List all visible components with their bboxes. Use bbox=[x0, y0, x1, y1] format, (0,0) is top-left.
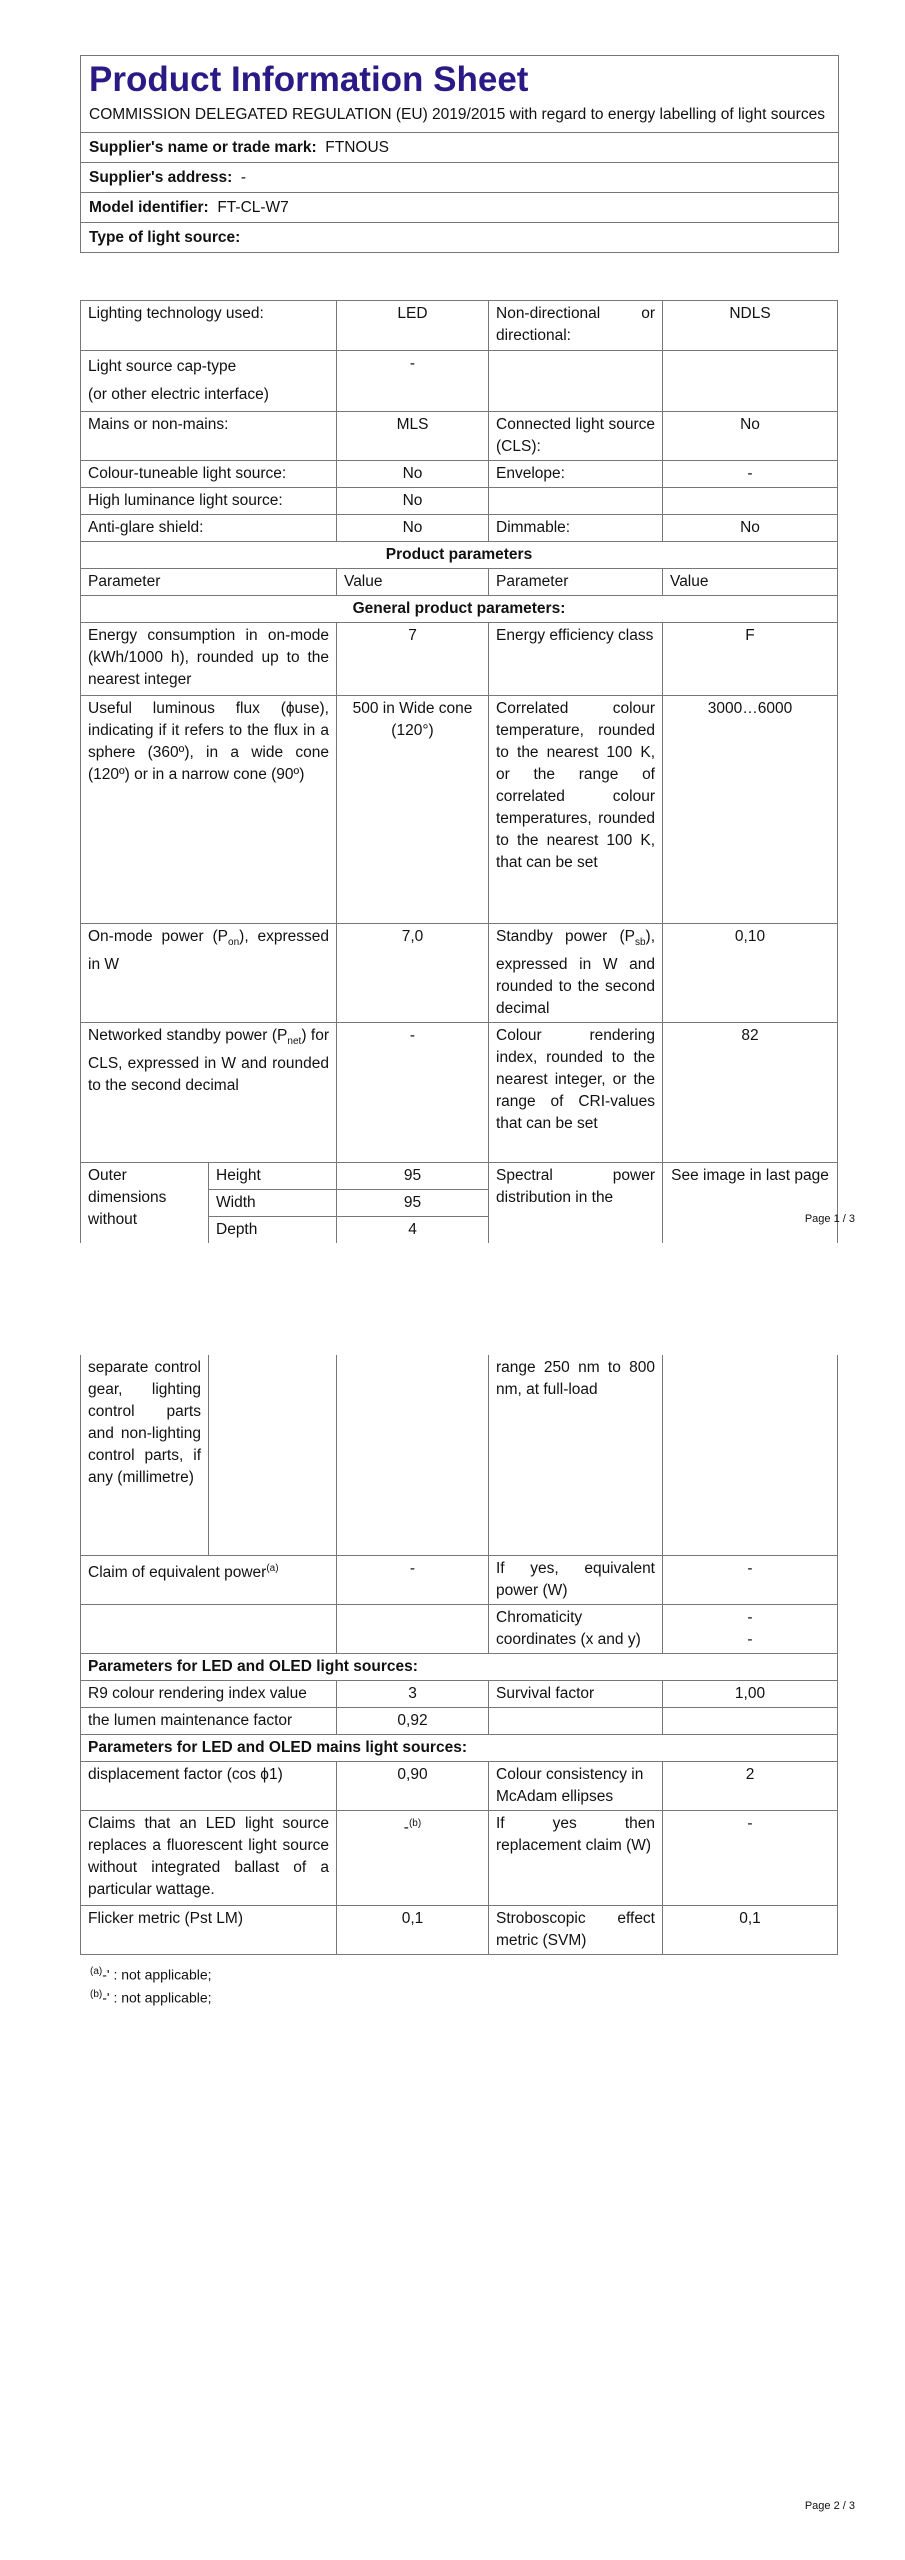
table-row bbox=[81, 461, 838, 488]
dimmable-value: No bbox=[663, 515, 838, 542]
directional-label: Non-directional or directional: bbox=[489, 301, 663, 351]
r9-label: R9 colour rendering index value bbox=[81, 1680, 337, 1707]
tech-value: LED bbox=[337, 301, 489, 351]
col-header-value: Value bbox=[337, 569, 489, 596]
colour-consistency-value: 2 bbox=[663, 1761, 838, 1810]
col-header-parameter: Parameter bbox=[489, 569, 663, 596]
envelope-value: - bbox=[663, 461, 838, 488]
r9-value: 3 bbox=[337, 1680, 489, 1707]
cls-label: Connected light source (CLS): bbox=[489, 412, 663, 461]
directional-value: NDLS bbox=[663, 301, 838, 351]
on-mode-power-label bbox=[81, 924, 337, 1023]
flicker-metric-value: 0,1 bbox=[337, 1905, 489, 1954]
envelope-label: Envelope: bbox=[489, 461, 663, 488]
spd-label: Spectral power distribution in the bbox=[489, 1163, 663, 1244]
networked-standby-text: ) for CLS, expressed in W and rounded to the second decimal bbox=[88, 1027, 329, 1095]
page-title: Product Information Sheet bbox=[89, 60, 529, 99]
fluorescent-claim-label: Claims that an LED light source replaces a fluorescent light source without integrated ballast of a particular wattage. bbox=[81, 1810, 337, 1905]
table-row bbox=[81, 1680, 838, 1707]
equivalent-power-yes-label: If yes, equivalent power (W) bbox=[489, 1555, 663, 1604]
chromaticity-x-value: - bbox=[747, 1608, 753, 1626]
footnotes bbox=[90, 1962, 212, 2007]
footnote-mark: (b) bbox=[408, 1817, 422, 1829]
on-mode-power-text: ), expressed in W bbox=[88, 928, 329, 974]
stroboscopic-label: Stroboscopic effect metric (SVM) bbox=[489, 1905, 663, 1954]
col-header-parameter: Parameter bbox=[81, 569, 337, 596]
table-row bbox=[81, 596, 838, 623]
high-luminance-label: High luminance light source: bbox=[81, 488, 337, 515]
table-row bbox=[81, 351, 838, 412]
lumen-maintenance-value: 0,92 bbox=[337, 1707, 489, 1734]
supplier-name-label: Supplier's name or trade mark: bbox=[89, 139, 317, 156]
survival-factor-value: 1,00 bbox=[663, 1680, 838, 1707]
equivalent-power-label bbox=[81, 1555, 337, 1604]
empty-cell bbox=[663, 488, 838, 515]
table-row bbox=[81, 1163, 838, 1190]
table-row bbox=[81, 1734, 838, 1761]
supplier-address-value: - bbox=[240, 169, 247, 186]
anti-glare-label: Anti-glare shield: bbox=[81, 515, 337, 542]
fluorescent-claim-value bbox=[337, 1810, 489, 1905]
page-1 bbox=[0, 0, 905, 1270]
page-number: Page 1 / 3 bbox=[804, 1213, 855, 1225]
lumen-maintenance-label: the lumen maintenance factor bbox=[81, 1707, 337, 1734]
empty-cell bbox=[209, 1355, 337, 1555]
cap-type-label: Light source cap-type bbox=[88, 358, 237, 375]
table-row bbox=[81, 301, 838, 351]
equivalent-power-yes-value: - bbox=[663, 1555, 838, 1604]
cls-value: No bbox=[663, 412, 838, 461]
info-sheet-header bbox=[80, 55, 839, 253]
empty-cell bbox=[663, 351, 838, 412]
empty-cell bbox=[337, 1604, 489, 1653]
empty-cell bbox=[489, 488, 663, 515]
survival-factor-label: Survival factor bbox=[489, 1680, 663, 1707]
height-value: 95 bbox=[337, 1163, 489, 1190]
table-row bbox=[81, 1905, 838, 1954]
empty-cell bbox=[663, 1707, 838, 1734]
mains-label: Mains or non-mains: bbox=[81, 412, 337, 461]
footnote-b-mark: (b) bbox=[90, 1988, 103, 2000]
table-row bbox=[81, 569, 838, 596]
width-label: Width bbox=[209, 1190, 337, 1217]
general-parameters-heading: General product parameters: bbox=[81, 596, 838, 623]
table-row bbox=[81, 1355, 838, 1555]
supplier-name-value: FTNOUS bbox=[325, 139, 389, 156]
efficiency-class-label: Energy efficiency class bbox=[489, 623, 663, 696]
tech-label: Lighting technology used: bbox=[81, 301, 337, 351]
spd-value: See image in last page bbox=[663, 1163, 838, 1244]
empty-cell bbox=[81, 1604, 337, 1653]
page-number: Page 2 / 3 bbox=[804, 2500, 855, 2512]
empty-cell bbox=[337, 1355, 489, 1555]
depth-value: 4 bbox=[337, 1217, 489, 1244]
type-of-light-source-row bbox=[81, 223, 838, 253]
footnote-mark: (a) bbox=[266, 1562, 279, 1574]
light-source-table-continued bbox=[80, 1355, 838, 1955]
networked-standby-value: - bbox=[337, 1023, 489, 1163]
mains-value: MLS bbox=[337, 412, 489, 461]
equivalent-power-value: - bbox=[337, 1555, 489, 1604]
empty-cell bbox=[663, 1355, 838, 1555]
cct-value: 3000…6000 bbox=[663, 696, 838, 924]
cri-value: 82 bbox=[663, 1023, 838, 1163]
col-header-value: Value bbox=[663, 569, 838, 596]
type-of-light-source-label: Type of light source: bbox=[89, 229, 241, 246]
networked-standby-sub: net bbox=[287, 1036, 302, 1048]
networked-standby-label bbox=[81, 1023, 337, 1163]
standby-power-label bbox=[489, 924, 663, 1023]
cct-label: Correlated colour temperature, rounded to the nearest 100 K, or the range of correlated colour temperatures, rounded to the nearest 100 K, that can be set bbox=[489, 696, 663, 924]
footnote-a-mark: (a) bbox=[90, 1966, 103, 1977]
spd-label-continued: range 250 nm to 800 nm, at full-load bbox=[489, 1355, 663, 1555]
replacement-claim-value: - bbox=[663, 1810, 838, 1905]
footnote-a-text: -' : not applicable; bbox=[102, 1966, 212, 1983]
displacement-factor-label: displacement factor (cos ϕ1) bbox=[81, 1761, 337, 1810]
light-source-table bbox=[80, 300, 838, 1243]
cap-type-cell bbox=[81, 351, 337, 412]
on-mode-power-text: On-mode power (P bbox=[88, 928, 229, 945]
energy-consumption-label: Energy consumption in on-mode (kWh/1000 h), rounded up to the nearest integer bbox=[81, 623, 337, 696]
model-identifier-label: Model identifier: bbox=[89, 199, 209, 216]
cap-type-value: - bbox=[337, 351, 489, 412]
table-row bbox=[81, 488, 838, 515]
table-row bbox=[81, 1555, 838, 1604]
depth-label: Depth bbox=[209, 1217, 337, 1244]
table-row bbox=[81, 1810, 838, 1905]
tuneable-label: Colour-tuneable light source: bbox=[81, 461, 337, 488]
width-value: 95 bbox=[337, 1190, 489, 1217]
networked-standby-text: Networked standby power (P bbox=[88, 1027, 288, 1045]
supplier-address-row bbox=[81, 163, 838, 193]
high-luminance-value: No bbox=[337, 488, 489, 515]
equivalent-power-text: Claim of equivalent power bbox=[88, 1563, 267, 1581]
model-identifier-value: FT-CL-W7 bbox=[217, 199, 289, 216]
table-row bbox=[81, 1761, 838, 1810]
luminous-flux-value: 500 in Wide cone (120°) bbox=[337, 696, 489, 924]
table-row bbox=[81, 1707, 838, 1734]
standby-power-sub: sb bbox=[634, 937, 646, 949]
table-row bbox=[81, 1023, 838, 1163]
standby-power-text: Standby power (P bbox=[496, 928, 635, 945]
page-2 bbox=[0, 1270, 905, 2560]
on-mode-power-sub: on bbox=[228, 937, 240, 949]
table-row bbox=[81, 1653, 838, 1680]
table-row bbox=[81, 696, 838, 924]
colour-consistency-label: Colour consistency in McAdam ellipses bbox=[489, 1761, 663, 1810]
tuneable-value: No bbox=[337, 461, 489, 488]
product-parameters-heading: Product parameters bbox=[81, 542, 838, 569]
cap-type-sublabel: (or other electric interface) bbox=[88, 386, 269, 403]
height-label: Height bbox=[209, 1163, 337, 1190]
fluorescent-claim-text: - bbox=[403, 1818, 409, 1836]
outer-dimensions-label-continued: separate control gear, lighting control parts and non-lighting control parts, if any (millimetre) bbox=[81, 1355, 209, 1555]
replacement-claim-label: If yes then replacement claim (W) bbox=[489, 1810, 663, 1905]
footnote-a bbox=[90, 1962, 212, 1985]
supplier-name-row bbox=[81, 133, 838, 163]
dimmable-label: Dimmable: bbox=[489, 515, 663, 542]
chromaticity-values bbox=[663, 1604, 838, 1653]
chromaticity-label: Chromaticity coordinates (x and y) bbox=[489, 1604, 663, 1653]
supplier-address-label: Supplier's address: bbox=[89, 169, 233, 186]
displacement-factor-value: 0,90 bbox=[337, 1761, 489, 1810]
model-identifier-row bbox=[81, 193, 838, 223]
energy-consumption-value: 7 bbox=[337, 623, 489, 696]
luminous-flux-label: Useful luminous flux (ϕuse), indicating if it refers to the flux in a sphere (360º), in a wide cone (120º) or in a narrow cone (90º) bbox=[81, 696, 337, 924]
table-row bbox=[81, 542, 838, 569]
anti-glare-value: No bbox=[337, 515, 489, 542]
efficiency-class-value: F bbox=[663, 623, 838, 696]
table-row bbox=[81, 515, 838, 542]
table-row bbox=[81, 623, 838, 696]
outer-dimensions-label: Outer dimensions without bbox=[81, 1163, 209, 1244]
empty-cell bbox=[489, 351, 663, 412]
table-row bbox=[81, 1604, 838, 1653]
table-row bbox=[81, 412, 838, 461]
standby-power-value: 0,10 bbox=[663, 924, 838, 1023]
chromaticity-y-value: - bbox=[747, 1630, 753, 1648]
cri-label: Colour rendering index, rounded to the nearest integer, or the range of CRI-values that can be set bbox=[489, 1023, 663, 1163]
led-parameters-heading: Parameters for LED and OLED light sources: bbox=[81, 1653, 838, 1680]
table-row bbox=[81, 924, 838, 1023]
stroboscopic-value: 0,1 bbox=[663, 1905, 838, 1954]
standby-power-text: ), expressed in W and rounded to the second decimal bbox=[496, 928, 655, 1018]
on-mode-power-value: 7,0 bbox=[337, 924, 489, 1023]
empty-cell bbox=[489, 1707, 663, 1734]
led-mains-parameters-heading: Parameters for LED and OLED mains light sources: bbox=[81, 1734, 838, 1761]
footnote-b bbox=[90, 1985, 212, 2008]
flicker-metric-label: Flicker metric (Pst LM) bbox=[81, 1905, 337, 1954]
regulation-text: COMMISSION DELEGATED REGULATION (EU) 2019/2015 with regard to energy labelling of light sources bbox=[81, 102, 838, 133]
footnote-b-text: -' : not applicable; bbox=[102, 1989, 212, 2006]
